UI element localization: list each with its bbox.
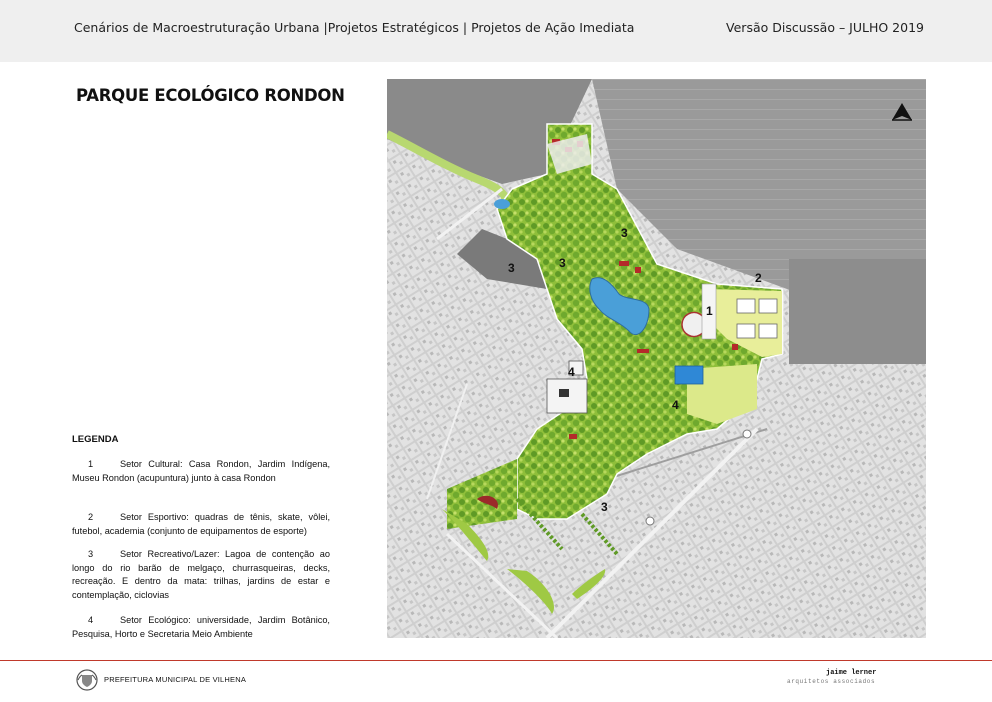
legend-title: LEGENDA (72, 434, 119, 445)
legend-item-text: Setor Cultural: Casa Rondon, Jardim Indígena, Museu Rondon (acupuntura) junto à casa Rondon (72, 459, 330, 483)
legend-item-number: 4 (88, 615, 94, 625)
rural-field-plot (789, 259, 926, 364)
ecological-sector-building (559, 389, 569, 397)
pond (494, 199, 510, 209)
sports-court (737, 324, 755, 338)
building (619, 261, 629, 266)
page-header (0, 0, 992, 62)
park-master-plan-map (387, 79, 926, 638)
sports-court (759, 324, 777, 338)
legend-item-text: Setor Recreativo/Lazer: Lagoa de contenção ao longo do rio barão de melgaço, churrasqueiras, decks, recreação. E dentro da mata: trilhas, jardins de estar e contemplação, ciclovias (72, 549, 330, 600)
building (569, 434, 577, 439)
legend-item (72, 548, 330, 602)
legend-item (72, 614, 330, 641)
zone-label-3: 3 (621, 226, 628, 240)
legend-item-number: 3 (88, 549, 94, 559)
footer-institution: PREFEITURA MUNICIPAL DE VILHENA (104, 675, 247, 684)
firm-name: jaime lerner (826, 669, 877, 677)
building (635, 267, 641, 273)
header-version: Versão Discussão – JULHO 2019 (726, 20, 924, 35)
legend-item-text: Setor Esportivo: quadras de tênis, skate, vôlei, futebol, academia (conjunto de equipamentos de esporte) (72, 512, 330, 536)
pool (675, 366, 703, 384)
building (732, 344, 738, 350)
sports-court (759, 299, 777, 313)
firm-subtitle: arquitetos associados (787, 678, 876, 685)
zone-label-3: 3 (559, 256, 566, 270)
legend-item-text: Setor Ecológico: universidade, Jardim Botânico, Pesquisa, Horto e Secretaria Meio Ambiente (72, 615, 330, 639)
zone-label-3: 3 (601, 500, 608, 514)
header-series-title: Cenários de Macroestruturação Urbana |Projetos Estratégicos | Projetos de Ação Imediata (74, 20, 635, 35)
legend-item (72, 511, 330, 538)
building (637, 349, 649, 353)
zone-label-3: 3 (508, 261, 515, 275)
footer-divider (0, 660, 992, 661)
legend-item-number: 2 (88, 512, 94, 522)
roundabout (646, 517, 654, 525)
zone-label-4: 4 (568, 365, 575, 379)
sports-court (737, 299, 755, 313)
zone-label-2: 2 (755, 271, 762, 285)
legend-item-number: 1 (88, 459, 94, 469)
zone-label-1: 1 (706, 304, 713, 318)
legend-item (72, 458, 330, 485)
zone-label-4: 4 (672, 398, 679, 412)
page-title: PARQUE ECOLÓGICO RONDON (76, 86, 345, 105)
roundabout (743, 430, 751, 438)
map-svg (387, 79, 926, 638)
municipal-coat-of-arms-icon (76, 669, 98, 691)
